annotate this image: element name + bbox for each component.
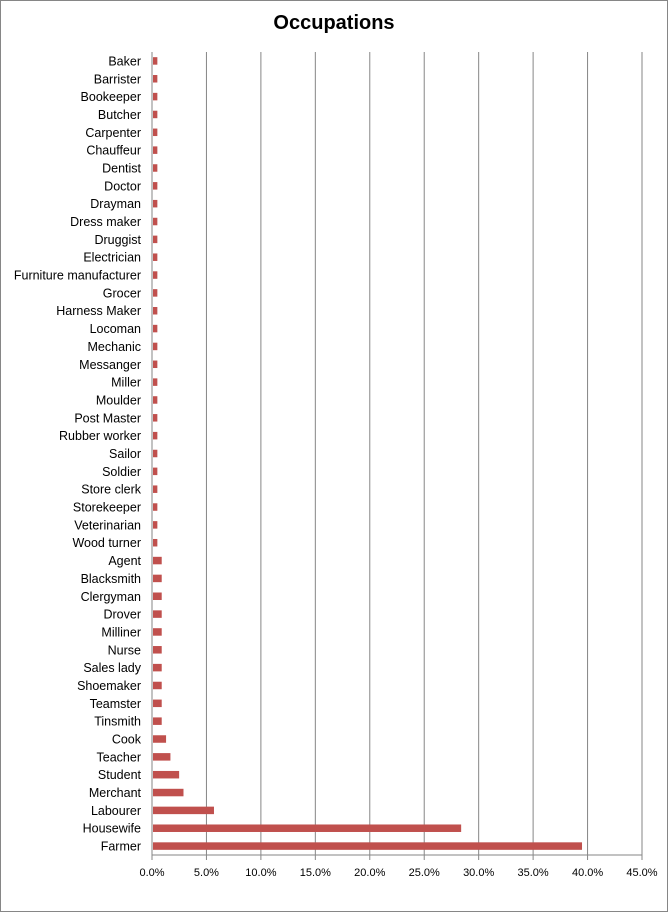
x-tick-label: 40.0% bbox=[571, 867, 604, 879]
category-label: Blacksmith bbox=[80, 571, 141, 586]
category-label: Teamster bbox=[89, 696, 141, 711]
bar bbox=[153, 378, 157, 386]
category-label: Veterinarian bbox=[74, 518, 141, 533]
bar bbox=[153, 218, 157, 226]
bar bbox=[153, 200, 157, 208]
bar bbox=[153, 307, 157, 315]
category-label: Dress maker bbox=[70, 215, 141, 230]
category-label: Doctor bbox=[104, 179, 141, 194]
category-label: Drover bbox=[103, 607, 141, 622]
category-label: Rubber worker bbox=[59, 429, 141, 444]
category-label: Soldier bbox=[102, 464, 141, 479]
category-label: Clergyman bbox=[80, 589, 141, 604]
bar bbox=[153, 485, 157, 493]
bar bbox=[153, 271, 157, 279]
bar bbox=[153, 503, 157, 511]
bar bbox=[153, 343, 157, 351]
axes bbox=[152, 52, 642, 855]
bar bbox=[153, 646, 162, 654]
category-label: Storekeeper bbox=[72, 500, 141, 515]
bar bbox=[153, 57, 157, 65]
bar bbox=[153, 325, 157, 333]
x-tick-label: 0.0% bbox=[139, 867, 165, 879]
bar bbox=[153, 575, 162, 583]
bar bbox=[153, 111, 157, 119]
category-label: Sailor bbox=[109, 447, 141, 461]
bar bbox=[153, 628, 162, 636]
bar bbox=[153, 593, 162, 601]
category-label: Post Master bbox=[74, 411, 141, 426]
bar bbox=[153, 824, 461, 832]
x-tick-label: 45.0% bbox=[626, 867, 658, 879]
bar bbox=[153, 236, 157, 244]
category-label: Electrician bbox=[83, 250, 141, 265]
category-label: Harness Maker bbox=[56, 304, 141, 319]
category-label: Sales lady bbox=[83, 661, 141, 676]
category-label: Locoman bbox=[89, 322, 141, 337]
bar bbox=[153, 432, 157, 440]
category-labels bbox=[14, 54, 142, 853]
bar bbox=[153, 753, 170, 761]
category-label: Milliner bbox=[101, 625, 141, 640]
chart-title: Occupations bbox=[273, 12, 395, 34]
category-label: Tinsmith bbox=[94, 714, 141, 729]
x-tick-label: 25.0% bbox=[408, 867, 440, 879]
category-label: Furniture manufacturer bbox=[13, 268, 141, 283]
bar bbox=[153, 557, 162, 565]
category-label: Carpenter bbox=[85, 125, 141, 140]
x-tick-label: 10.0% bbox=[245, 867, 277, 879]
category-label: Nurse bbox=[107, 643, 141, 658]
category-label: Store clerk bbox=[81, 482, 141, 497]
bar bbox=[153, 414, 157, 422]
bar bbox=[153, 807, 214, 815]
category-label: Miller bbox=[111, 375, 141, 390]
gridlines bbox=[152, 52, 642, 860]
category-label: Cook bbox=[111, 732, 141, 747]
category-label: Mechanic bbox=[87, 339, 141, 354]
bar bbox=[153, 75, 157, 83]
bar bbox=[153, 468, 157, 476]
category-label: Labourer bbox=[90, 803, 141, 818]
x-tick-label: 20.0% bbox=[354, 867, 386, 879]
x-tick-label: 30.0% bbox=[463, 867, 495, 879]
bar bbox=[153, 700, 162, 708]
bar bbox=[153, 93, 157, 101]
category-label: Drayman bbox=[90, 197, 141, 212]
category-label: Baker bbox=[108, 54, 141, 69]
bar bbox=[153, 396, 157, 404]
bar bbox=[153, 450, 157, 458]
category-label: Farmer bbox=[100, 839, 141, 854]
bar bbox=[153, 682, 162, 690]
bar bbox=[153, 164, 157, 172]
bar bbox=[153, 521, 157, 529]
category-label: Housewife bbox=[82, 821, 141, 836]
x-tick-label: 35.0% bbox=[517, 867, 549, 879]
bars bbox=[153, 57, 582, 850]
bar bbox=[153, 539, 157, 547]
bar bbox=[153, 735, 166, 743]
category-label: Druggist bbox=[94, 232, 141, 247]
bar bbox=[153, 182, 157, 190]
x-tick-labels bbox=[139, 867, 657, 879]
category-label: Shoemaker bbox=[77, 678, 141, 693]
category-label: Grocer bbox=[102, 286, 141, 301]
bar bbox=[153, 789, 183, 797]
x-tick-label: 15.0% bbox=[299, 867, 331, 879]
category-label: Agent bbox=[108, 554, 141, 569]
category-label: Dentist bbox=[102, 161, 141, 176]
category-label: Wood turner bbox=[72, 536, 141, 551]
category-label: Barrister bbox=[93, 72, 141, 87]
bar bbox=[153, 289, 157, 297]
bar bbox=[153, 361, 157, 369]
bar bbox=[153, 842, 582, 850]
bar bbox=[153, 664, 162, 672]
bar bbox=[153, 253, 157, 261]
category-label: Chauffeur bbox=[86, 143, 141, 158]
x-tick-label: 5.0% bbox=[193, 867, 219, 879]
category-label: Student bbox=[97, 768, 141, 783]
category-label: Butcher bbox=[97, 107, 141, 122]
category-label: Moulder bbox=[95, 393, 141, 408]
bar bbox=[153, 610, 162, 618]
category-label: Bookeeper bbox=[80, 90, 141, 105]
category-label: Merchant bbox=[88, 786, 141, 801]
bar bbox=[153, 771, 179, 779]
category-label: Teacher bbox=[96, 750, 141, 765]
bar bbox=[153, 129, 157, 137]
category-label: Messanger bbox=[79, 357, 141, 372]
bar bbox=[153, 717, 162, 725]
bar bbox=[153, 146, 157, 154]
